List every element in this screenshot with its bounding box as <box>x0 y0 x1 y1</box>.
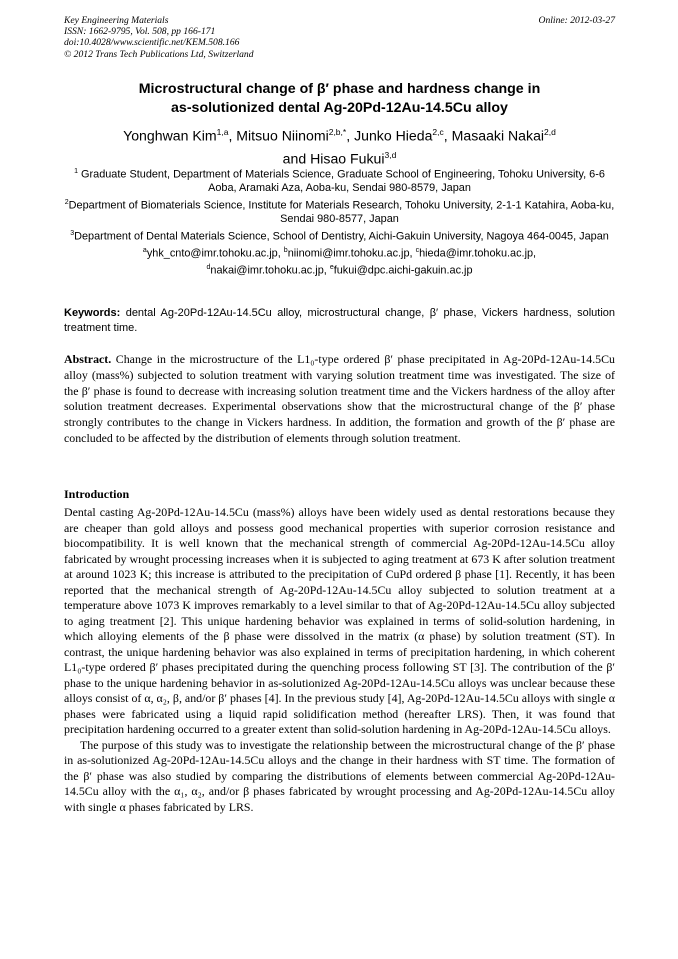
email-text: yhk_cnto@imr.tohoku.ac.jp, <box>146 247 284 260</box>
email-sup: d <box>206 264 211 272</box>
keywords <box>64 306 615 336</box>
email-sup: a <box>142 246 147 254</box>
journal-header <box>64 15 615 60</box>
email-text: niinomi@imr.tohoku.ac.jp, <box>287 247 416 260</box>
affiliation-3 <box>64 227 615 244</box>
affiliation-text: Department of Biomaterials Science, Institute for Materials Research, Tohoku University, 2-1-1 Katahira, Aoba-ku, Sendai 980-8577, Japan <box>68 199 615 226</box>
email-sup: c <box>415 246 420 254</box>
author-sup: 2,d <box>544 127 556 137</box>
email-text: nakai@imr.tohoku.ac.jp, <box>210 264 330 277</box>
abstract <box>64 352 615 447</box>
author-sup: 2,b,* <box>328 127 347 137</box>
author-sep: , <box>346 127 355 144</box>
keywords-text: dental Ag-20Pd-12Au-14.5Cu alloy, microstructural change, β′ phase, Vickers hardness, solution treatment time. <box>64 307 615 334</box>
keywords-label: Keywords: <box>64 307 121 319</box>
affiliation-text: Graduate Student, Department of Materials Science, Graduate School of Engineering, Tohoku University, 6-6 Aoba, Aramaki Aza, Aoba-ku, Sendai 980-8579, Japan <box>78 168 605 195</box>
affiliation-text: Department of Dental Materials Science, School of Dentistry, Aichi-Gakuin University, Nagoya 464-0045, Japan <box>74 230 609 243</box>
abstract-label: Abstract. <box>64 352 112 366</box>
author-name: Mitsuo Niinomi <box>236 127 329 144</box>
email-line-1 <box>64 244 615 261</box>
author-sep: , <box>443 127 452 144</box>
intro-paragraph-1: Dental casting Ag-20Pd-12Au-14.5Cu (mass%) alloys have been widely used as dental restorations because they are cheaper than gold alloys and possess good mechanical properties with superior corrosion resistance and biocompatibility. It is well known that the mechanical strength of commercial Ag-20Pd-12Au-14.5Cu alloy fabricated by wrought processing increases when it is subjected to aging treatment at 673 K after solution treatment at around 1023 K; this increase is attributed to the precipitation of CuPd ordered β phase [1]. Recently, it has been reported that the mechanical strength of Ag-20Pd-12Au-14.5Cu alloy subjected to solution treatment at a temperature above 1073 K improves remarkably to a level similar to that of Ag-20Pd-12Au-14.5Cu alloy subjected to aging treatment [2]. This unique hardening behavior was explained in terms of solid-solution hardening, in which alloying elements of the β phase were dissolved in the matrix (α phase) by solution treatment (ST). In contrast, the unique hardening behavior was also explained in terms of precipitation hardening, in which coherent L1₀-type ordered β′ phases precipitated during the quenching process following ST [3]. The contribution of the β′ phase to the unique hardening behavior in as-solutionized Ag-20Pd-12Au-14.5Cu alloys was unclear because these alloys consist of α, α₂, β, and/or β′ phases [4]. In the previous study [4], Ag-20Pd-12Au-14.5Cu alloys with single α phases were fabricated using a liquid rapid solidification method (hereafter LRS). Then, it was found that precipitation hardening occurred to a greater extent than solid-solution hardening in Ag-20Pd-12Au-14.5Cu alloys. <box>64 505 615 736</box>
author-name: Yonghwan Kim <box>123 127 217 144</box>
paper-title <box>64 80 615 118</box>
doi-line: doi:10.4028/www.scientific.net/KEM.508.166 <box>64 37 240 49</box>
author-sep: , <box>228 127 237 144</box>
online-date: Online: 2012-03-27 <box>538 15 615 26</box>
author-sup: 3,d <box>384 149 397 160</box>
email-text: hieda@imr.tohoku.ac.jp, <box>419 247 537 260</box>
affiliation-sup: 3 <box>70 229 75 237</box>
affiliation-sup: 1 <box>74 168 79 175</box>
email-line-2 <box>64 261 615 278</box>
affiliation-2 <box>64 196 615 227</box>
author-name: Junko Hieda <box>354 127 433 144</box>
issn-line: ISSN: 1662-9795, Vol. 508, pp 166-171 <box>64 26 216 38</box>
author-sup: 2,c <box>432 127 444 137</box>
author-list <box>64 123 615 168</box>
affiliation-sup: 2 <box>64 198 69 206</box>
title-line-1: Microstructural change of β′ phase and hardness change in <box>138 81 541 97</box>
intro-paragraph-2: The purpose of this study was to investigate the relationship between the microstructural change of the β′ phase in as-solutionized Ag-20Pd-12Au-14.5Cu alloys and the change in their hardness with ST time. The formation of the β′ phase was also studied by comparing the distributions of elements between commercial Ag-20Pd-12Au-14.5Cu alloy with the α₁, α₂, and/or β phases fabricated by wrought processing and Ag-20Pd-12Au-14.5Cu alloy with single α phases fabricated by LRS. <box>64 737 615 814</box>
introduction-body <box>64 505 615 815</box>
abstract-text: Change in the microstructure of the L1₀-type ordered β′ phase precipitated in Ag-20Pd-12Au-14.5Cu alloy (mass%) subjected to solution treatment with varying solution treatment time was investigated. The size of the β′ phase is found to decrease with increasing solution treatment time and the Vickers hardness of the alloy after solution treatment decreases. Experimental observations show that the microstructural change of the β′ phase strongly contributes to the change in Vickers hardness. In addition, the formation and growth of the β′ phase are concluded to be affected by the distribution of elements through solution treatment. <box>64 352 615 445</box>
introduction-heading: Introduction <box>64 487 130 501</box>
author-sup: 1,a <box>216 127 229 137</box>
affiliation-1 <box>64 165 615 196</box>
email-sup: e <box>329 264 334 272</box>
copyright-line: © 2012 Trans Tech Publications Ltd, Switzerland <box>64 48 254 60</box>
journal-name: Key Engineering Materials <box>64 15 169 26</box>
email-text: fukui@dpc.aichi-gakuin.ac.jp <box>333 264 473 277</box>
author-name: Masaaki Nakai <box>451 127 545 144</box>
affiliations <box>64 165 615 278</box>
author-name: and Hisao Fukui <box>282 150 385 167</box>
email-sup: b <box>283 246 288 254</box>
title-line-2: as-solutionized dental Ag-20Pd-12Au-14.5Cu alloy <box>171 100 508 116</box>
